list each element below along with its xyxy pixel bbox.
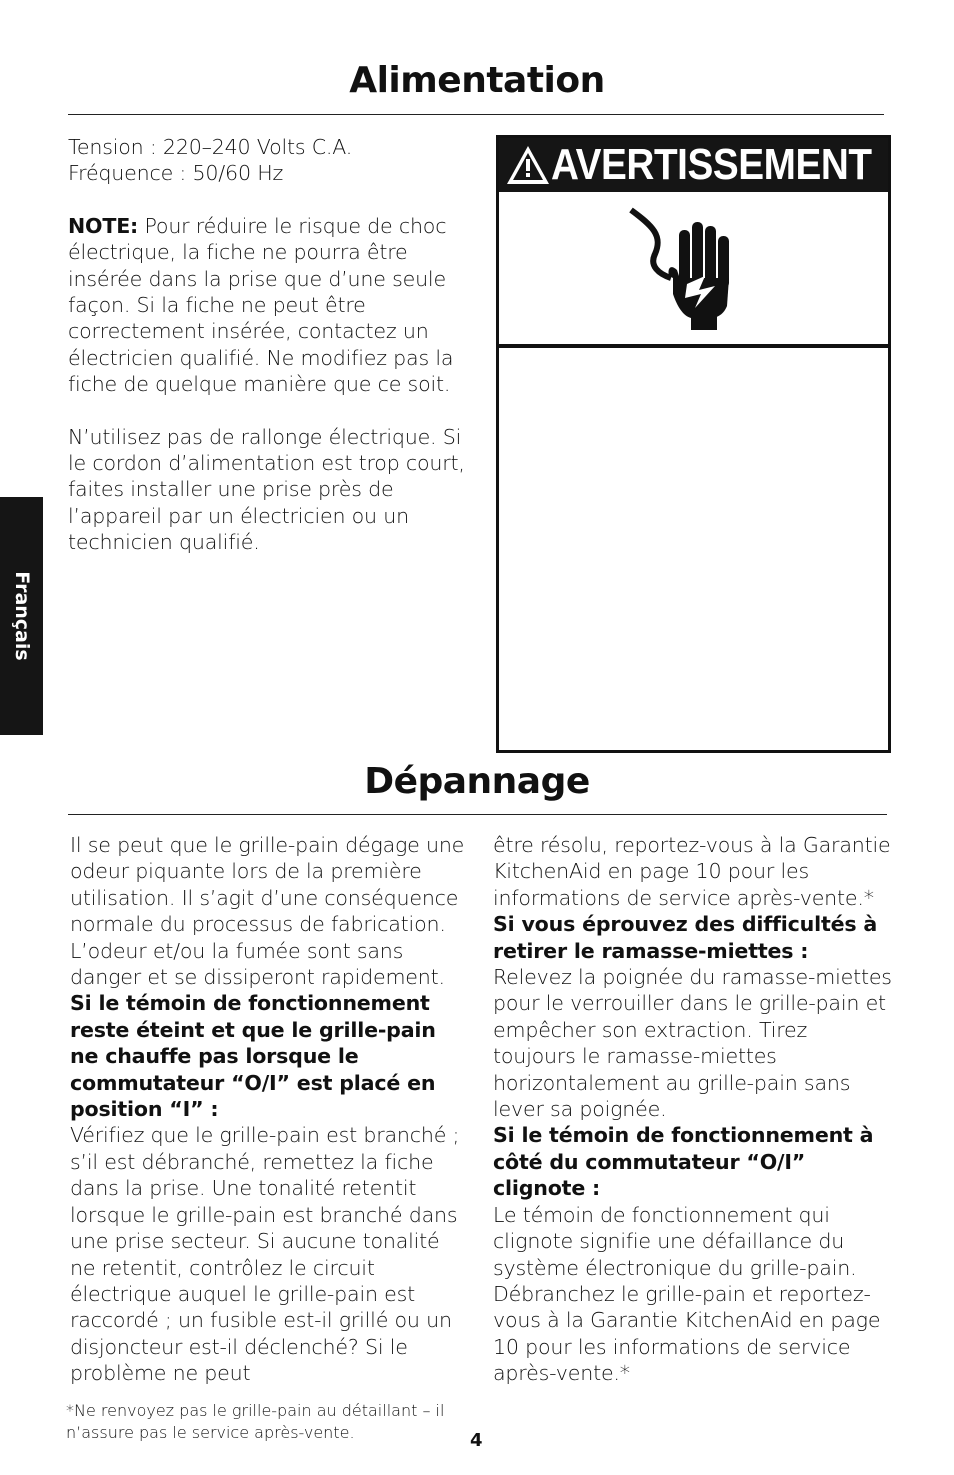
- electric-shock-hand-icon: [623, 206, 741, 332]
- question-3: [493, 1122, 893, 1201]
- warning-header: [499, 138, 888, 192]
- warning-triangle-icon: [505, 144, 551, 186]
- question-2-text: Si vous éprouvez des difficultés à retirer le ramasse-miettes :: [493, 912, 878, 963]
- question-2: [493, 911, 893, 964]
- depannage-right-column: [493, 832, 893, 1387]
- question-1: [70, 990, 470, 1122]
- warning-divider: [499, 344, 888, 348]
- depannage-left-column: [70, 832, 470, 1387]
- question-3-text: Si le témoin de fonctionnement à côté du commutateur “O/I” clignote :: [493, 1123, 874, 1201]
- language-tab: [0, 497, 43, 735]
- title-rule-2: [68, 814, 887, 815]
- section-title-alimentation: Alimentation: [349, 60, 605, 101]
- warning-box: [496, 135, 891, 753]
- title-rule: [68, 114, 884, 115]
- rallonge-paragraph: N’utilisez pas de rallonge électrique. Si le cordon d’alimentation est trop court, faites installer une prise près de l’appareil par un électricien ou un technicien qualifié.: [68, 424, 465, 555]
- note-paragraph: [68, 213, 468, 398]
- answer-1: Vérifiez que le grille-pain est branché ; s’il est débranché, remettez la fiche dans la prise. Une tonalité retentit lorsque le grille-pain est branché dans une prise secteur. Si aucune tonalité ne retentit, contrôlez le circuit électrique auquel le grille-pain est raccordé ; un fusible est-il grillé ou un disjoncteur est-il déclenché? Si le problème ne peut: [70, 1123, 460, 1386]
- note-label: NOTE:: [68, 213, 139, 238]
- question-1-text: Si le témoin de fonctionnement reste éteint et que le grille-pain ne chauffe pas lorsque le commutateur “O/I” est placé en position “I” :: [70, 991, 436, 1122]
- answer-3: Le témoin de fonctionnement qui clignote signifie une défaillance du système électronique du grille-pain. Débranchez le grille-pain et reportez-vous à la Garantie KitchenAid en page 10 pour les informations de service après-vente.*: [493, 1202, 881, 1386]
- language-tab-label: Français: [10, 571, 33, 661]
- section-title-depannage: Dépannage: [364, 761, 590, 802]
- answer-1-continued: être résolu, reportez-vous à la Garantie KitchenAid en page 10 pour les informations de service après-vente.*: [493, 833, 891, 910]
- frequence-line: Fréquence : 50/60 Hz: [68, 161, 284, 186]
- answer-2: Relevez la poignée du ramasse-miettes pour le verrouiller dans le grille-pain et empêcher son extraction. Tirez toujours le ramasse-miettes horizontalement au grille-pain sans lever sa poignée.: [493, 965, 892, 1122]
- page-number: 4: [470, 1430, 483, 1451]
- intro-paragraph: Il se peut que le grille-pain dégage une odeur piquante lors de la première utilisation. Il s’agit d’une conséquence normale du processus de fabrication. L’odeur et/ou la fumée sont sans danger et se dissiperont rapidement.: [70, 833, 465, 990]
- note-text: Pour réduire le risque de choc électrique, la fiche ne pourra être insérée dans la prise que d’une seule façon. Si la fiche ne peut être correctement insérée, contactez un électricien qualifié. Ne modifiez pas la fiche de quelque manière que ce soit.: [68, 213, 454, 397]
- footnote: *Ne renvoyez pas le grille-pain au détaillant – il n’assure pas le service après-vente.: [66, 1401, 445, 1442]
- alimentation-text: [68, 134, 468, 556]
- tension-line: Tension : 220–240 Volts C.A.: [68, 135, 353, 159]
- warning-title: AVERTISSEMENT: [551, 140, 872, 189]
